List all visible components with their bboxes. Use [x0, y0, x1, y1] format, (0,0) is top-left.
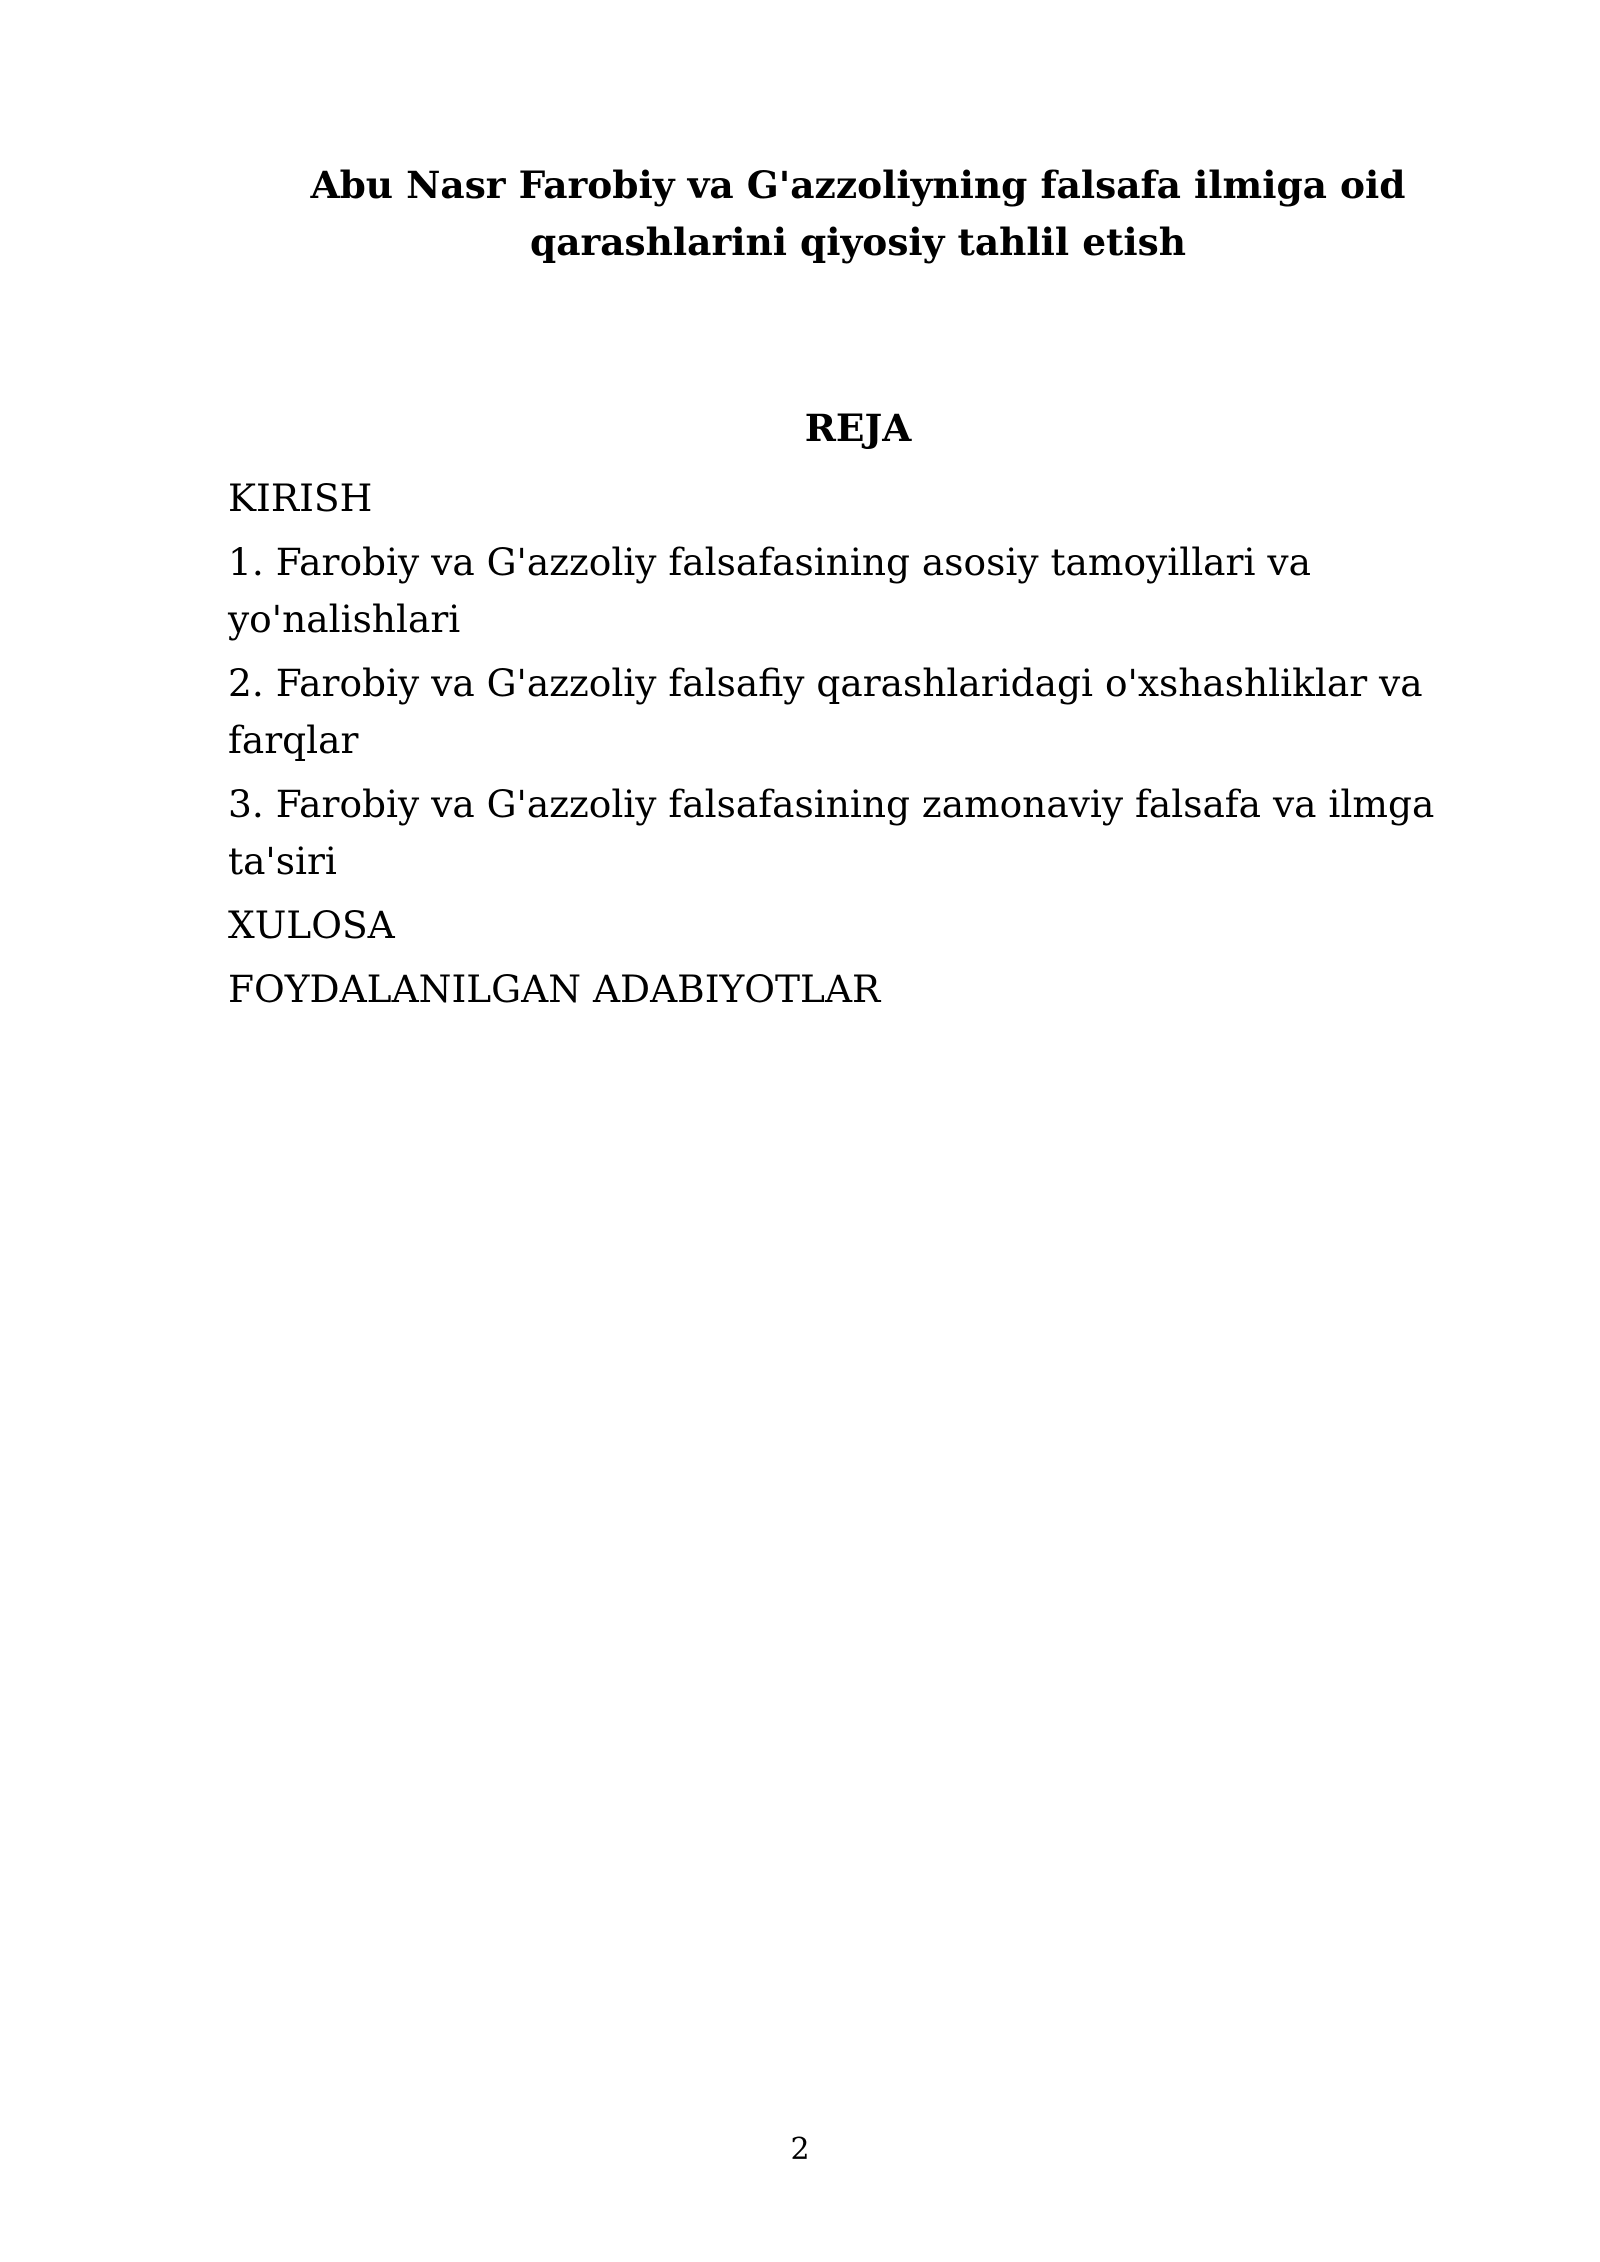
plan-heading: REJA — [804, 406, 912, 450]
plan-item-line: XULOSA — [228, 903, 395, 947]
document-title — [228, 157, 1488, 271]
plan-item-line: 1. Farobiy va G'azzoliy falsafasining asosiy tamoyillari va — [228, 540, 1311, 584]
document-title-line: Abu Nasr Farobiy va G'azzoliyning falsafa ilmiga oid — [310, 163, 1406, 207]
plan-item-introduction — [228, 470, 1488, 527]
plan-item-line: KIRISH — [228, 476, 373, 520]
plan-item-line: 3. Farobiy va G'azzoliy falsafasining zamonaviy falsafa va ilmga — [228, 782, 1435, 826]
plan-item-line: FOYDALANILGAN ADABIYOTLAR — [228, 967, 881, 1011]
plan-item-line: ta'siri — [228, 839, 337, 883]
plan-list — [228, 470, 1488, 1025]
plan-item-line: yo'nalishlari — [228, 597, 461, 641]
plan-item-1 — [228, 534, 1488, 648]
document-title-line: qarashlarini qiyosiy tahlil etish — [529, 220, 1186, 264]
plan-item-2 — [228, 655, 1488, 769]
plan-item-line: 2. Farobiy va G'azzoliy falsafiy qarashlaridagi o'xshashliklar va — [228, 661, 1423, 705]
plan-item-conclusion — [228, 897, 1488, 954]
page-number: 2 — [790, 2132, 810, 2167]
plan-item-line: farqlar — [228, 718, 359, 762]
plan-item-3 — [228, 776, 1488, 890]
plan-item-references — [228, 961, 1488, 1018]
